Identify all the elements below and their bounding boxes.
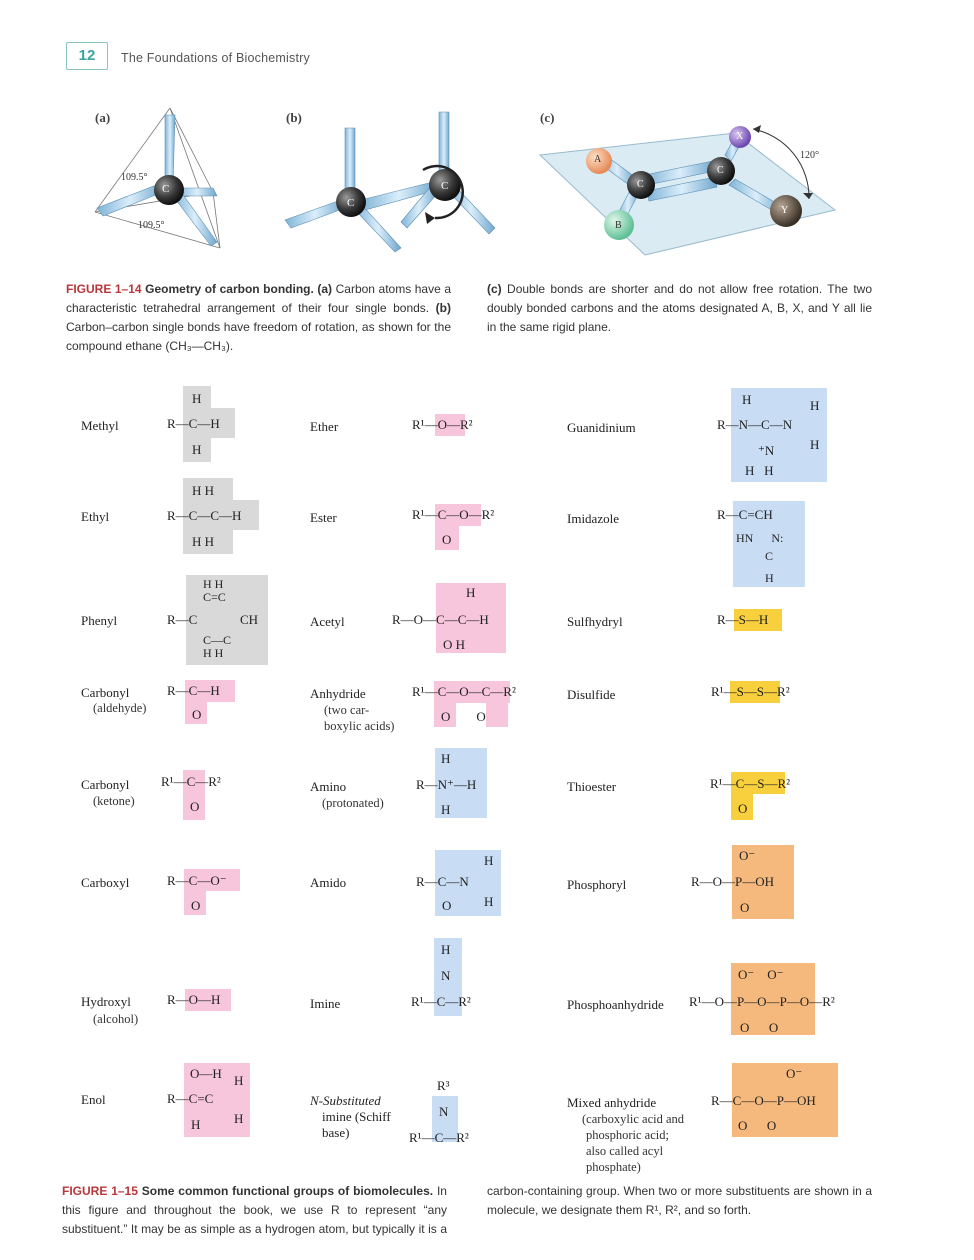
anhydride-formula: R¹—C—O—C—R² [412,684,516,699]
panel-a-label: (a) [95,110,111,125]
phenyl-formula: R—C [167,612,198,627]
atom-b-label: B [615,220,622,231]
schiff-formula: R¹—C—R² [409,1130,469,1145]
group-ethyl: Ethyl [81,509,110,524]
ketone-formula: R¹—C—R² [161,774,221,789]
imine-formula: R¹—C—R² [411,994,471,1009]
group-enol: Enol [81,1092,106,1107]
phosphoryl-o-top: O⁻ [739,848,756,863]
carboxyl-formula: R—C—O⁻ [167,873,227,888]
phosphoanhydride-o-bot: O O [740,1020,779,1035]
group-amino: Amino [310,779,347,794]
methyl-formula-top: H [192,391,202,406]
group-n-substituted-imine-sub: imine (Schiff [322,1109,391,1124]
caption-b-tag: (b) [435,301,451,315]
imidazole-n-row: HN N: [736,531,784,545]
guanidinium-h-bot: H H [745,463,774,478]
carbon-label-b2: C [441,180,449,192]
caption-b-text: Carbon–carbon single bonds have freedom of rotation, as shown for the compound ethane (CH₃—CH₃). [66,320,451,353]
enol-h-top: H [234,1073,244,1088]
phenyl-r1: H H [203,577,224,591]
figure-15-label: FIGURE 1–15 [62,1184,138,1198]
schiff-n: N [439,1104,449,1119]
aldehyde-formula: R—C—H [167,683,220,698]
acetyl-formula: R—O—C—C—H [392,612,489,627]
guanidinium-formula: R—N—C—N [717,417,793,432]
figure-14-title: Geometry of carbon bonding. [145,282,314,296]
group-sulfhydryl: Sulfhydryl [567,614,623,629]
caption-a-tag: (a) [317,282,333,296]
guanidinium-h-right: H [810,437,820,452]
panel-c-label: (c) [540,110,555,125]
amino-h-bot: H [441,802,451,817]
group-hydroxyl-sub: (alcohol) [93,1012,139,1026]
disulfide-formula: R¹—S—S—R² [711,684,790,699]
mixed-anhydride-o-top: O⁻ [786,1066,803,1081]
guanidinium-h-right-top: H [810,398,820,413]
amino-formula: R—N⁺—H [416,777,477,792]
sulfhydryl-formula: R—S—H [717,612,769,627]
atom-y-label: Y [781,205,789,216]
group-mixed-anhydride-sub3: also called acyl [586,1144,664,1158]
group-ether: Ether [310,419,339,434]
figure-14-caption-left [66,280,451,356]
enol-oh: O—H [190,1066,222,1081]
ester-formula-o: O [442,532,452,547]
group-carbonyl-ketone-sub: (ketone) [93,794,135,808]
group-carboxyl: Carboxyl [81,875,130,890]
thioester-formula: R¹—C—S—R² [710,776,791,791]
enol-h-bot1: H [191,1117,201,1132]
carbon-label-a: C [162,183,170,195]
group-anhydride: Anhydride [310,686,366,701]
angle-label-a-bottom: 109.5° [138,220,165,231]
amido-h-top: H [484,853,494,868]
phenyl-r5: H H [203,646,224,660]
group-hydroxyl: Hydroxyl [81,994,131,1009]
ethyl-formula-top: H H [192,483,215,498]
imidazole-c: C [765,549,774,563]
guanidinium-h-top: H [742,392,752,407]
group-carbonyl-aldehyde-sub: (aldehyde) [93,701,147,715]
aldehyde-formula-o: O [192,707,202,722]
ethyl-formula: R—C—C—H [167,508,242,523]
anhydride-shade-o2 [486,701,508,727]
enol-h-bot2: H [234,1111,244,1126]
planar-double-bond-illustration [535,115,845,265]
angle-label-a-top: 109.5° [121,172,148,183]
ketone-formula-o: O [190,799,200,814]
angle-label-c: 120° [800,150,819,161]
phenyl-r4: C—C [203,633,232,647]
phosphoanhydride-formula: R¹—O—P—O—P—O—R² [689,994,835,1009]
carbon-label-b1: C [347,197,355,209]
amido-h-bot: H [484,894,494,909]
figure-15-title: Some common functional groups of biomolecules. [141,1184,434,1198]
anhydride-formula-o: O O [441,709,486,724]
group-mixed-anhydride-sub4: phosphate) [586,1160,641,1174]
imine-n: N [441,968,451,983]
group-mixed-anhydride: Mixed anhydride [567,1095,657,1110]
hydroxyl-formula: R—O—H [167,992,221,1007]
group-amido: Amido [310,875,347,890]
amido-o: O [442,898,452,913]
acetyl-formula-bot: O H [443,637,466,652]
group-thioester: Thioester [567,779,617,794]
imine-h: H [441,942,451,957]
phosphoryl-o-bot: O [740,900,750,915]
ether-formula: R¹—O—R² [412,417,473,432]
group-n-substituted-imine: N-Substituted [310,1093,381,1108]
group-imidazole: Imidazole [567,511,619,526]
amido-formula: R—C—N [416,874,469,889]
phosphoanhydride-o-top: O⁻ O⁻ [738,967,784,982]
ethyl-formula-bot: H H [192,534,215,549]
caption-c-text: Double bonds are shorter and do not allow free rotation. The two doubly bonded carbons and the atoms designated A, B, X, and Y all lie in the same rigid plane. [487,282,873,334]
group-mixed-anhydride-sub2: phosphoric acid; [586,1128,669,1142]
group-phosphoanhydride: Phosphoanhydride [567,997,664,1012]
figure-14-caption-right [487,280,872,337]
group-mixed-anhydride-sub: (carboxylic acid and [582,1112,685,1126]
phenyl-r2: C=C [203,590,226,604]
atom-a-label: A [594,154,602,165]
caption-a-text: Carbon atoms have a characteristic tetrahedral arrangement of their four single bonds. [66,282,452,315]
group-guanidinium: Guanidinium [567,420,636,435]
group-acetyl: Acetyl [310,614,345,629]
mixed-anhydride-o-bot: O O [738,1118,777,1133]
ethane-rotation-illustration [275,100,505,260]
figure-15-text: In this figure and throughout the book, we use R to represent “any substituent.” It may be as simple as a hydrogen atom, but typically it is a carbon-containing group. When two or more substituents are shown in a molecule, we designate them R¹, R², and so forth. [62,1184,872,1236]
tetrahedral-carbon-illustration [85,100,235,260]
guanidinium-n-plus: ⁺N [758,443,775,458]
group-methyl: Methyl [81,418,119,433]
running-head: The Foundations of Biochemistry [121,51,310,65]
figure-14-label: FIGURE 1–14 [66,282,142,296]
amino-h-top: H [441,751,451,766]
phosphoryl-formula: R—O—P—OH [691,874,775,889]
imidazole-h: H [765,571,774,585]
group-phenyl: Phenyl [81,613,118,628]
ester-formula: R¹—C—O—R² [412,507,495,522]
group-imine: Imine [310,996,341,1011]
enol-formula: R—C=C [167,1091,214,1106]
acetyl-h-top: H [466,585,476,600]
atom-x-label: X [736,131,744,142]
carbon-label-c2: C [717,165,724,176]
schiff-r3: R³ [437,1078,450,1093]
group-ester: Ester [310,510,337,525]
methyl-formula-bot: H [192,442,202,457]
caption-c-tag: (c) [487,282,502,296]
mixed-anhydride-formula: R—C—O—P—OH [711,1093,816,1108]
page-number: 12 [66,42,108,70]
carbon-label-c1: C [637,179,644,190]
group-anhydride-sub2: boxylic acids) [324,719,395,733]
group-carbonyl-aldehyde: Carbonyl [81,685,130,700]
figure-15-caption [62,1182,872,1242]
imidazole-formula: R—C=CH [717,507,773,522]
group-disulfide: Disulfide [567,687,616,702]
group-n-substituted-imine-sub2: base) [322,1125,350,1140]
carboxyl-formula-o: O [191,898,201,913]
group-amino-sub: (protonated) [322,796,384,810]
panel-b-label: (b) [286,110,302,125]
methyl-formula: R—C—H [167,416,220,431]
thioester-o: O [738,801,748,816]
group-carbonyl-ketone: Carbonyl [81,777,130,792]
phenyl-ch: CH [240,612,259,627]
group-anhydride-sub: (two car- [324,703,370,717]
group-phosphoryl: Phosphoryl [567,877,627,892]
